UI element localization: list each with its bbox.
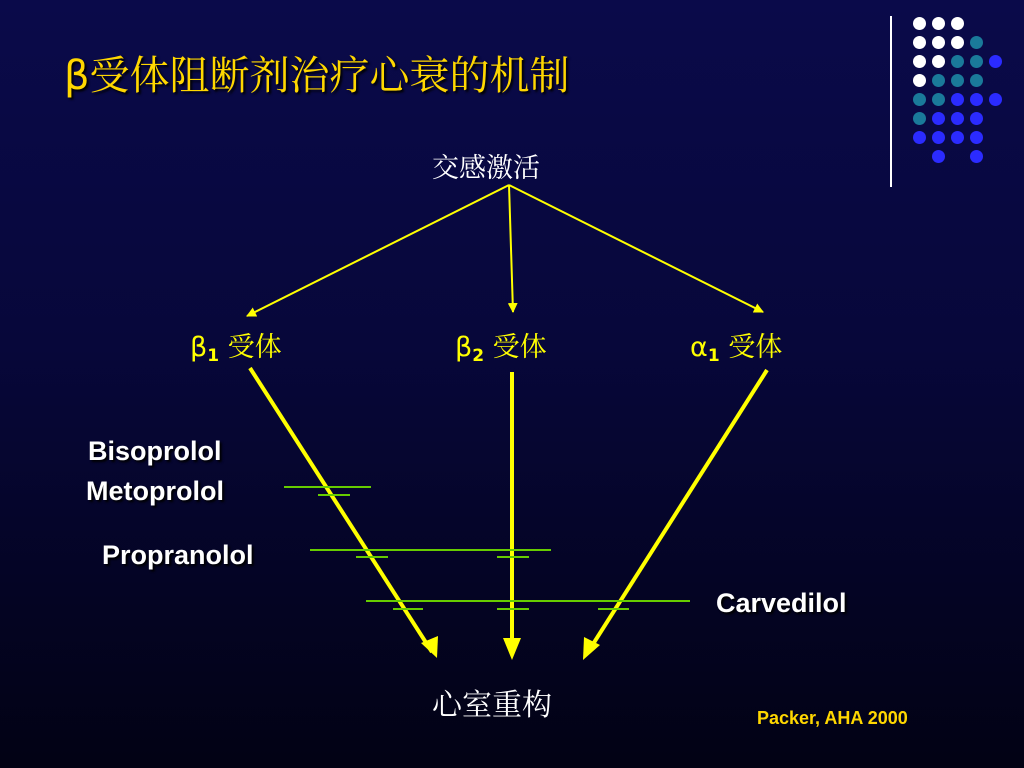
beta2-receptor-label: $\beta_2$ 受体: [455, 332, 547, 366]
drug-metoprolol-label: Metoprolol: [86, 476, 224, 506]
beta1-receptor-label: $\beta_1$ 受体: [190, 332, 282, 366]
ventricular-remodeling-node: 心室重构: [432, 688, 552, 723]
alpha1-receptor-label: $\alpha_1$ 受体: [690, 332, 783, 366]
title-text: 受体阻断剂治疗心衰的机制: [89, 53, 570, 99]
arrow-to-alpha1: [509, 185, 763, 312]
arrow-to-beta2: [509, 185, 513, 312]
arrowhead-beta2: [503, 638, 521, 660]
title-greek: β: [64, 53, 90, 99]
drug-carvedilol-label: Carvedilol: [716, 588, 847, 618]
arrow-to-beta1: [247, 185, 509, 316]
citation: Packer, AHA 2000: [757, 708, 908, 728]
drug-bisoprolol-label: Bisoprolol: [88, 436, 222, 466]
sympathetic-activation-node: 交感激活: [432, 153, 540, 184]
drug-propranolol-label: Propranolol: [102, 540, 254, 570]
